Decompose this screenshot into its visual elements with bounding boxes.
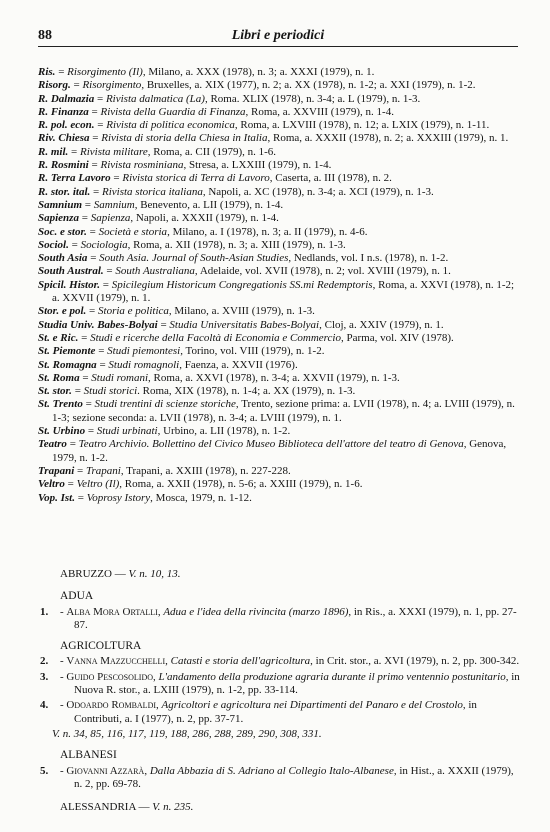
equals-sign: = [87, 252, 100, 265]
entry-details: , in Crit. stor., a. XVI (1979), n. 2, pp. 300-342. [310, 655, 520, 668]
entry-title: Catasti e storia dell'agricoltura [170, 655, 311, 668]
periodical-details: , Roma, a. XXVI (1978), n. 3-4; a. XXVII (1979), n. 1-3. [148, 371, 400, 384]
periodical-title: Rivista di storia della Chiesa in Italia [101, 132, 268, 145]
abbreviation-key: Riv. Chiesa [38, 132, 90, 145]
periodical-title: Trapani [85, 464, 121, 477]
periodical-details: , Roma, a. XXXII (1978), n. 2; a. XXXIII (1979), n. 1. [267, 132, 509, 145]
running-title: Libri e periodici [231, 28, 325, 43]
section-alessandria: ALESSANDRIA — V. n. 235. [60, 801, 194, 814]
entry-comma: , [153, 670, 159, 683]
equals-sign: = [78, 331, 91, 344]
abbreviation-entry [38, 332, 522, 345]
abbreviation-key: St. Trento [38, 398, 83, 411]
entry-title: L'andamento della produzione agraria durante il primo ventennio postunitario [158, 670, 506, 683]
abbreviation-key: Veltro [38, 478, 65, 491]
periodical-title: Studi e ricerche della Facoltà di Economia e Commercio [90, 331, 341, 344]
abbreviation-key: R. pol. econ. [38, 119, 95, 132]
abbreviation-entry [38, 359, 522, 372]
periodical-details: , Milano, a. XXX (1978), n. 3; a. XXXI (1979), n. 1. [142, 66, 375, 78]
periodical-details: , Roma, a. XXII (1978), n. 5-6; a. XXIII (1979), n. 1-6. [119, 478, 363, 491]
entry-comma: , [144, 764, 150, 777]
equals-sign: = [100, 278, 112, 291]
periodical-title: Studia Universitatis Babes-Bolyai [169, 318, 320, 331]
abbreviation-key: St. stor. [38, 385, 72, 398]
equals-sign: = [68, 145, 80, 158]
periodical-title: Rivista militare [79, 145, 148, 158]
abbreviation-entry [38, 478, 522, 491]
periodical-details: . Roma, XIX (1978), n. 1-4; a. XX (1979), n. 1-3. [137, 385, 356, 398]
periodical-title: Rivista rosminiana [100, 159, 184, 172]
bibliography-entry [38, 765, 522, 792]
periodical-title: Rivista storica di Terra di Lavoro [122, 172, 270, 185]
periodical-title: Studi romani [91, 371, 149, 384]
equals-sign: = [55, 66, 68, 78]
equals-sign: = [79, 371, 92, 384]
abbreviation-key: Studia Univ. Babes-Bolyai [38, 318, 158, 331]
abbreviation-key: R. Dalmazia [38, 92, 95, 105]
periodical-title: Studi storici [83, 385, 138, 398]
abbreviation-key: R. mil. [38, 145, 69, 158]
abbreviation-key: R. Terra Lavoro [38, 172, 111, 185]
periodical-details: , Stresa, a. LXXIII (1979), n. 1-4. [183, 159, 332, 172]
abbreviation-key: R. Rosmini [38, 159, 89, 172]
periodical-details: , Caserta, a. III (1978), n. 2. [269, 172, 392, 185]
entry-comma: , [156, 699, 162, 712]
equals-sign: = [94, 92, 106, 105]
periodical-details: , Nedlands, vol. I n.s. (1978), n. 1-2. [288, 252, 449, 265]
abbreviation-entry [38, 265, 522, 278]
equals-sign: = [66, 438, 79, 451]
abbreviation-key: Samnium [38, 198, 83, 211]
entry-author: Alba Mora Ortalli [66, 605, 158, 618]
equals-sign: = [75, 491, 87, 504]
periodical-title: Teatro Archivio. Bollettino del Civico Museo Biblioteca dell'attore del teatro di Genova [78, 438, 464, 451]
abbreviation-entry [38, 186, 522, 199]
periodical-details: , Mosca, 1979, n. 1-12. [150, 491, 252, 504]
section-title-adua: ADUA [60, 590, 94, 603]
periodical-title: Società e storia [98, 225, 168, 238]
equals-sign: = [86, 305, 99, 318]
periodical-details: , Roma, a. LXVIII (1978), n. 12; a. LXIX (1979), n. 1-11. [234, 119, 490, 132]
abbreviation-key: Risorg. [38, 79, 71, 92]
entry-number: 4. [40, 699, 49, 712]
periodical-details: , Genova, 1979, n. 1-2. [52, 438, 507, 464]
equals-sign: = [95, 345, 108, 358]
abbreviation-entry [38, 398, 522, 425]
periodical-details: , Milano, a. I (1978), n. 3; a. II (1979), n. 4-6. [167, 225, 368, 238]
entry-dash: - [60, 699, 67, 712]
periodical-details: , Napoli, a. XXXII (1979), n. 1-4. [130, 212, 279, 225]
periodical-details: , Milano, a. XVIII (1979), n. 1-3. [168, 305, 315, 318]
entry-author: Vanna Mazzucchelli [66, 655, 166, 668]
equals-sign: = [96, 358, 109, 371]
cross-reference-agricoltura: V. n. 34, 85, 116, 117, 119, 188, 286, 288, 289, 290, 308, 331. [52, 727, 322, 740]
entry-comma: , [157, 605, 164, 618]
abbreviation-entry [38, 159, 522, 172]
entry-comma: , [165, 655, 171, 668]
page-header [38, 28, 518, 47]
entries-albanesi [38, 765, 522, 792]
entry-title: Adua e l'idea della rivincita (marzo 1896) [163, 605, 349, 618]
entry-author: Guido Pescosolido [66, 670, 154, 683]
equals-sign: = [157, 318, 170, 331]
entries-adua [38, 606, 522, 633]
equals-sign: = [70, 79, 83, 92]
periodical-title: South Asia. Journal of South-Asian Studies [99, 252, 289, 265]
abbreviation-entry [38, 305, 522, 318]
abbreviation-entry [38, 492, 522, 505]
periodical-title: Rivista di politica economica [106, 119, 235, 132]
abbreviation-key: St. Romagna [38, 358, 97, 371]
periodical-details: , Napoli, a. XC (1978), n. 3-4; a. XCI (1979), n. 1-3. [202, 185, 434, 198]
abbreviation-entry [38, 79, 522, 92]
abbreviation-key: R. stor. ital. [38, 185, 91, 198]
abbreviation-key: St. e Ric. [38, 331, 79, 344]
periodical-details: , Faenza, a. XXVII (1976). [179, 358, 298, 371]
periodical-details: , Benevento, a. LII (1979), n. 1-4. [134, 198, 284, 211]
abbreviation-entry [38, 252, 522, 265]
periodical-title: Studi urbinati [96, 425, 158, 438]
periodical-title: Rivista della Guardia di Finanza [100, 105, 246, 118]
equals-sign: = [68, 238, 81, 251]
periodical-title: Samnium [93, 198, 135, 211]
entry-dash: - [60, 655, 67, 668]
entry-text [60, 606, 522, 633]
abbreviation-entry [38, 119, 522, 132]
equals-sign: = [74, 464, 86, 477]
entry-details: , in Hist., a. XXXII (1979), n. 2, pp. 69-78. [74, 764, 514, 790]
entry-details: , in Ris., a. XXXI (1979), n. 1, pp. 27-87. [74, 605, 517, 631]
equals-sign: = [64, 478, 77, 491]
periodical-title: Studi piemontesi [107, 345, 181, 358]
abbreviation-key: St. Roma [38, 371, 80, 384]
bibliography-entry [38, 699, 522, 726]
abbreviation-entry [38, 93, 522, 106]
periodical-details: , Trento, sezione prima: a. LVII (1978), n. 4; a. LVIII (1979), n. 1-3; sezione seconda: a. LVII (1978), n. 3-4; a. LVIII (1979), n. 1. [52, 398, 515, 424]
periodical-details: , Trapani, a. XXIII (1978), n. 227-228. [120, 464, 291, 477]
abbreviation-key: Soc. e stor. [38, 225, 87, 238]
entry-details: , in Nuova R. stor., a. LXIII (1979), n. 1-2, pp. 33-114. [74, 670, 520, 697]
equals-sign: = [85, 425, 97, 438]
periodical-details: , Urbino, a. LII (1978), n. 1-2. [157, 425, 291, 438]
entry-text [60, 765, 522, 792]
periodical-title: Risorgimento (Il) [67, 66, 143, 78]
cross-reference: V. n. 10, 13. [128, 568, 181, 580]
abbreviation-key: Vop. Ist. [38, 491, 75, 504]
entry-author: Odoardo Rombaldi [66, 699, 157, 712]
entry-title: Agricoltori e agricoltura nei Dipartimenti del Panaro e del Crostolo [161, 699, 463, 712]
abbreviation-entry [38, 372, 522, 385]
entry-number: 3. [40, 670, 49, 683]
equals-sign: = [82, 198, 94, 211]
entry-number: 1. [40, 605, 49, 618]
bibliography-entry [38, 606, 522, 633]
abbreviation-entry [38, 212, 522, 225]
periodical-details: , Torino, vol. VIII (1979), n. 1-2. [180, 345, 325, 358]
entry-details: , in Contributi, a. I (1977), n. 2, pp. 37-71. [74, 699, 477, 725]
abbreviation-key: Sociol. [38, 238, 69, 251]
section-abruzzo: ABRUZZO — V. n. 10, 13. [60, 568, 181, 580]
periodical-details: , Bruxelles, a. XIX (1977), n. 2; a. XX (1978), n. 1-2; a. XXI (1979), n. 1-2. [141, 79, 476, 92]
bibliography-entry [38, 655, 522, 668]
periodical-title: Studi trentini di scienze storiche [94, 398, 236, 411]
entry-dash: - [60, 605, 67, 618]
equals-sign: = [89, 132, 102, 145]
abbreviation-entry [38, 385, 522, 398]
section-title-albanesi: ALBANESI [60, 749, 117, 762]
abbreviation-list [38, 66, 522, 505]
abbreviation-entry [38, 226, 522, 239]
abbreviation-key: R. Finanza [38, 105, 89, 118]
periodical-title: Rivista storica italiana [102, 185, 203, 198]
entry-dash: - [60, 670, 67, 683]
abbreviation-key: South Asia [38, 252, 88, 265]
equals-sign: = [103, 265, 116, 278]
periodical-title: Rivista dalmatica (La) [105, 92, 205, 105]
entry-dash: - [60, 764, 67, 777]
abbreviation-key: St. Piemonte [38, 345, 96, 358]
equals-sign: = [82, 398, 95, 411]
abbreviation-entry [38, 239, 522, 252]
periodical-title: Sociologia [80, 238, 128, 251]
entry-text [60, 699, 522, 726]
abbreviation-key: Teatro [38, 438, 67, 451]
entry-text [60, 655, 522, 668]
entry-number: 2. [40, 655, 49, 668]
abbreviation-entry [38, 319, 522, 332]
abbreviation-entry [38, 279, 522, 306]
equals-sign: = [78, 212, 91, 225]
abbreviation-entry [38, 345, 522, 358]
entry-number: 5. [40, 764, 49, 777]
subject-sections [38, 568, 522, 823]
abbreviation-entry [38, 199, 522, 212]
equals-sign: = [86, 225, 99, 238]
periodical-details: , Cloj, a. XXIV (1979), n. 1. [319, 318, 444, 331]
abbreviation-key: St. Urbino [38, 425, 86, 438]
abbreviation-entry [38, 172, 522, 185]
periodical-details: , Roma. XLIX (1978), n. 3-4; a. L (1979), n. 1-3. [204, 92, 421, 105]
equals-sign: = [110, 172, 123, 185]
section-title-agricoltura: AGRICOLTURA [60, 640, 142, 653]
entry-title: Dalla Abbazia di S. Adriano al Collegio Italo-Albanese [149, 764, 394, 777]
periodical-title: Voprosy Istory [86, 491, 151, 504]
periodical-details: , Roma, a. XXVI (1978), n. 1-2; a. XXVII (1979), n. 1. [52, 278, 515, 305]
abbreviation-entry [38, 106, 522, 119]
entries-agricoltura [38, 655, 522, 725]
entry-text [60, 671, 522, 698]
abbreviation-key: Sapienza [38, 212, 79, 225]
periodical-title: Spicilegium Historicum Congregationis SS.mi Redemptoris [111, 278, 373, 291]
bibliography-entry [38, 671, 522, 698]
equals-sign: = [94, 119, 107, 132]
periodical-details: , Roma, a. XXVIII (1979), n. 1-4. [245, 105, 394, 118]
abbreviation-entry [38, 132, 522, 145]
abbreviation-key: Stor. e pol. [38, 305, 87, 318]
equals-sign: = [88, 105, 101, 118]
section-name: ALESSANDRIA [60, 801, 136, 814]
section-name: ABRUZZO [60, 568, 112, 580]
periodical-title: Sapienza [90, 212, 131, 225]
abbreviation-entry [38, 146, 522, 159]
periodical-title: Storia e politica [98, 305, 169, 318]
equals-sign: = [71, 385, 84, 398]
abbreviation-key: Ris. [38, 66, 56, 78]
abbreviation-entry [38, 465, 522, 478]
abbreviation-key: Trapani [38, 464, 75, 477]
periodical-title: Veltro (Il) [76, 478, 120, 491]
periodical-title: South Australiana [115, 265, 195, 278]
periodical-details: , Roma, a. CII (1979), n. 1-6. [147, 145, 277, 158]
cross-reference: V. n. 235. [152, 801, 194, 814]
equals-sign: = [90, 185, 102, 198]
periodical-details: , Parma, vol. XIV (1978). [340, 331, 454, 344]
periodical-details: , Roma, a. XII (1978), n. 3; a. XIII (1979), n. 1-3. [127, 238, 346, 251]
abbreviation-entry [38, 66, 522, 79]
periodical-title: Risorgimento [82, 79, 142, 92]
abbreviation-entry [38, 438, 522, 465]
abbreviation-key: South Austral. [38, 265, 104, 278]
periodical-title: Studi romagnoli [108, 358, 180, 371]
entry-author: Giovanni Azzarà [66, 764, 145, 777]
abbreviation-key: Spicil. Histor. [38, 278, 101, 291]
abbreviation-entry [38, 425, 522, 438]
equals-sign: = [88, 159, 101, 172]
page-number: 88 [38, 28, 52, 43]
periodical-details: , Adelaide, vol. XVII (1978), n. 2; vol. XVIII (1979), n. 1. [194, 265, 451, 278]
